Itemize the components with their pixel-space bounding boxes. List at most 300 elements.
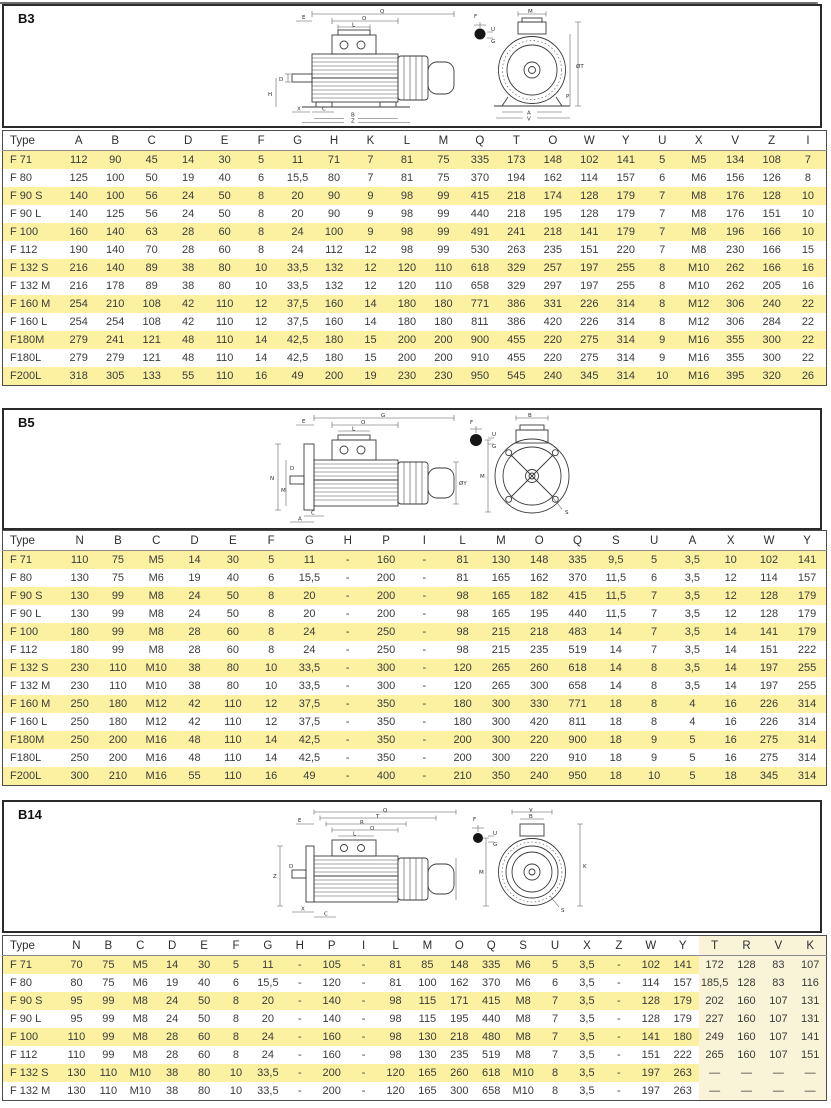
value-cell: 140	[69, 208, 88, 220]
value-cell: -	[297, 1013, 302, 1025]
value-cell: 121	[142, 352, 161, 364]
value-cell: 120	[443, 659, 481, 677]
value-cell: 48	[188, 752, 201, 764]
value-cell: 314	[797, 716, 817, 728]
dimension-letter: M	[479, 870, 484, 876]
value-cell: 130	[67, 1085, 86, 1097]
value-cell: 8	[268, 608, 275, 620]
value-cell: 160	[367, 551, 405, 570]
value-cell: 910	[470, 352, 490, 364]
value-cell: 148	[520, 551, 558, 570]
value-cell: 102	[635, 956, 667, 975]
value-cell: -	[345, 608, 350, 620]
type-cell: F 112	[10, 644, 38, 656]
value-cell: 37,5	[279, 295, 315, 313]
dimension-letter: V	[527, 116, 531, 123]
value-cell: 141	[788, 551, 826, 570]
value-cell: 297	[543, 280, 562, 292]
value-cell: 116	[794, 974, 826, 992]
value-cell: 80	[197, 1085, 211, 1097]
column-header: C	[124, 936, 156, 956]
value-cell: 7	[659, 244, 666, 256]
column-header: U	[644, 131, 680, 151]
value-cell: 115	[418, 1013, 437, 1025]
value-cell: 14	[712, 623, 750, 641]
value-cell: M8	[515, 1049, 531, 1061]
value-cell: 14	[597, 659, 635, 677]
column-header: E	[206, 131, 242, 151]
value-cell: M10	[512, 1085, 534, 1097]
value-cell: -	[297, 977, 302, 989]
value-cell: 200	[322, 1085, 341, 1097]
value-cell: 107	[762, 1010, 794, 1028]
column-header: K	[794, 936, 826, 956]
value-cell: 811	[471, 316, 489, 328]
value-cell: —	[699, 1064, 731, 1082]
value-cell: -	[405, 695, 443, 713]
value-cell: 99	[102, 1013, 115, 1025]
value-cell: 220	[520, 731, 558, 749]
column-header: W	[750, 531, 788, 551]
value-cell: 99	[437, 244, 450, 256]
column-header: N	[61, 531, 99, 551]
value-cell: -	[422, 608, 427, 620]
type-cell: F 100	[3, 1028, 61, 1046]
value-cell: 110	[67, 1049, 86, 1061]
value-cell: 98	[443, 623, 481, 641]
value-cell: 42,5	[298, 752, 321, 764]
value-cell: 240	[520, 767, 558, 786]
column-header: O	[535, 131, 571, 151]
value-cell: 8	[651, 716, 658, 728]
value-cell: 80	[70, 977, 83, 989]
value-cell: 235	[530, 644, 549, 656]
value-cell: -	[617, 1085, 621, 1097]
dimension-letter: Z	[273, 874, 277, 880]
value-cell: 179	[616, 208, 635, 220]
value-cell: 9	[651, 752, 658, 764]
type-cell: F 132 M	[10, 680, 51, 692]
value-cell: 230	[70, 680, 89, 692]
type-cell: F 90 S	[3, 187, 61, 205]
value-cell: 165	[491, 572, 511, 584]
dimension-letter: D	[290, 466, 295, 472]
value-cell: 284	[762, 316, 781, 328]
column-header: M	[425, 131, 461, 151]
value-cell: 314	[797, 752, 817, 764]
value-cell: -	[617, 1013, 621, 1025]
value-cell: 40	[226, 572, 239, 584]
value-cell: 18	[609, 716, 622, 728]
value-cell: 3,5	[684, 608, 701, 620]
value-cell: 9	[352, 187, 388, 205]
value-cell: 120	[389, 259, 425, 277]
type-cell: F 160 L	[10, 716, 48, 728]
value-cell: M16	[688, 352, 710, 364]
value-cell: M8	[507, 1028, 539, 1046]
value-cell: 179	[788, 623, 826, 641]
value-cell: 80	[206, 259, 242, 277]
value-cell: 14	[243, 331, 279, 349]
value-cell: 114	[760, 572, 778, 584]
value-cell: 148	[535, 151, 571, 170]
value-cell: 100	[316, 223, 352, 241]
value-cell: 195	[530, 608, 549, 620]
value-cell: 197	[759, 680, 779, 692]
value-cell: 19	[352, 367, 388, 386]
value-cell: 314	[788, 695, 826, 713]
type-cell: F200L	[3, 767, 61, 786]
dimension-letter: M	[480, 474, 485, 480]
dimension-letter: P	[566, 94, 570, 100]
value-cell: 5	[635, 551, 673, 570]
dimension-letter: C	[322, 106, 326, 113]
dimension-letter: E	[302, 15, 306, 21]
value-cell: 166	[753, 223, 789, 241]
value-cell: 8	[220, 1028, 252, 1046]
value-cell: 230	[725, 244, 745, 256]
value-cell: 300	[367, 659, 405, 677]
value-cell: 329	[507, 280, 526, 292]
value-cell: -	[345, 644, 350, 656]
value-cell: 12	[243, 295, 279, 313]
value-cell: 3,5	[571, 1028, 603, 1046]
value-cell: 8	[268, 644, 275, 656]
value-cell: 210	[443, 767, 481, 786]
value-cell: 185,5	[699, 974, 731, 992]
value-cell: 180	[425, 295, 461, 313]
value-cell: 350	[376, 716, 396, 728]
column-header: G	[279, 131, 315, 151]
value-cell: 314	[608, 331, 644, 349]
value-cell: 9	[367, 208, 374, 220]
value-cell: 20	[261, 1013, 275, 1025]
dimension-letter: M	[281, 488, 286, 494]
value-cell: 140	[61, 187, 97, 205]
value-cell: 110	[99, 659, 137, 677]
value-cell: 14	[597, 623, 635, 641]
dimension-letter: S	[561, 908, 565, 914]
value-cell: -	[345, 716, 350, 728]
value-cell: 265	[482, 659, 520, 677]
value-cell: 6	[232, 977, 240, 989]
value-cell: 200	[376, 572, 396, 584]
column-header: B	[92, 936, 124, 956]
value-cell: 48	[175, 731, 213, 749]
value-cell: 10	[790, 187, 827, 205]
value-cell: 16	[712, 731, 750, 749]
value-cell: M12	[688, 316, 710, 328]
value-cell: 19	[188, 572, 201, 584]
value-cell: 38	[182, 280, 195, 292]
dimension-letter: X	[297, 106, 301, 113]
value-cell: 200	[425, 331, 461, 349]
value-cell: 8	[232, 1049, 240, 1061]
value-cell: 260	[443, 1064, 475, 1082]
value-cell: 50	[188, 992, 220, 1010]
value-cell: 110	[224, 752, 242, 764]
value-cell: -	[297, 1049, 302, 1061]
value-cell: 151	[794, 1046, 826, 1064]
value-cell: -	[361, 1049, 366, 1061]
value-cell: 10	[243, 259, 279, 277]
value-cell: 50	[145, 172, 158, 184]
value-cell: 33,5	[252, 1064, 284, 1082]
column-header: W	[571, 131, 607, 151]
value-cell: 174	[535, 187, 571, 205]
value-cell: 3,5	[571, 956, 603, 975]
value-cell: 56	[133, 187, 169, 205]
table-row	[3, 349, 827, 367]
value-cell: 130	[482, 551, 520, 570]
value-cell: 226	[571, 295, 607, 313]
type-cell: F 80	[10, 572, 33, 584]
column-header: Y	[608, 131, 644, 151]
value-cell: 12	[364, 244, 377, 256]
value-cell: 254	[69, 316, 88, 328]
table-row	[3, 974, 827, 992]
dimension-letter: B	[528, 413, 532, 419]
value-cell: 60	[188, 1028, 220, 1046]
value-cell: 110	[61, 551, 99, 570]
column-header: B	[97, 131, 133, 151]
dimension-letter: U	[492, 432, 497, 438]
value-cell: -	[422, 680, 427, 692]
value-cell: 226	[750, 695, 788, 713]
column-header: O	[520, 531, 558, 551]
value-cell: 98	[389, 187, 425, 205]
value-cell: 218	[520, 623, 558, 641]
value-cell: 12	[252, 695, 290, 713]
value-cell: 5	[644, 151, 680, 170]
value-cell: 7	[644, 223, 680, 241]
value-cell: 491	[462, 223, 498, 241]
value-cell: 110	[224, 716, 242, 728]
value-cell: 218	[507, 208, 526, 220]
table-row	[3, 677, 827, 695]
value-cell: 195	[450, 1013, 469, 1025]
value-cell: 89	[133, 259, 169, 277]
dimension-letter: ØY	[459, 481, 467, 487]
value-cell: 370	[470, 172, 490, 184]
column-header: D	[170, 131, 206, 151]
table-row	[3, 277, 827, 295]
value-cell: 300	[491, 752, 511, 764]
dimension-letter: N	[270, 476, 275, 482]
type-cell: F180M	[3, 331, 61, 349]
table-row	[3, 187, 827, 205]
value-cell: 160	[731, 1028, 763, 1046]
dimension-letter: Q	[383, 808, 388, 814]
column-header: W	[635, 936, 667, 956]
value-cell: 4	[673, 695, 711, 713]
value-cell: 55	[175, 767, 213, 786]
value-cell: 166	[762, 244, 781, 256]
value-cell: 197	[641, 1085, 660, 1097]
value-cell: 180	[316, 331, 352, 349]
value-cell: 10	[635, 767, 673, 786]
value-cell: M8	[132, 1049, 148, 1061]
value-cell: -	[405, 587, 443, 605]
value-cell: 12	[364, 280, 377, 292]
type-cell: F 132 S	[3, 1064, 61, 1082]
value-cell: -	[617, 977, 621, 989]
value-cell: —	[794, 1064, 826, 1082]
value-cell: 160	[322, 1049, 341, 1061]
value-cell: 162	[530, 572, 549, 584]
value-cell: 335	[462, 151, 498, 170]
column-header: K	[352, 131, 388, 151]
value-cell: M16	[680, 367, 716, 386]
value-cell: 131	[794, 1010, 826, 1028]
table-row	[3, 956, 827, 975]
value-cell: 11	[279, 151, 315, 170]
value-cell: 7	[539, 1028, 571, 1046]
value-cell: —	[731, 1082, 763, 1101]
value-cell: 95	[70, 1013, 83, 1025]
value-cell: 110	[99, 1085, 118, 1097]
value-cell: 33,5	[279, 259, 315, 277]
value-cell: 114	[580, 172, 599, 184]
value-cell: 157	[797, 572, 817, 584]
value-cell: 10	[801, 208, 815, 220]
value-cell: 83	[762, 956, 794, 975]
value-cell: -	[329, 551, 367, 570]
value-cell: M12	[680, 295, 716, 313]
value-cell: 30	[214, 551, 252, 570]
value-cell: 10	[252, 659, 290, 677]
value-cell: 279	[106, 352, 125, 364]
value-cell: 7	[635, 587, 673, 605]
table-row	[3, 695, 827, 713]
value-cell: 250	[70, 752, 89, 764]
value-cell: 235	[543, 244, 562, 256]
value-cell: 60	[226, 644, 239, 656]
value-cell: 18	[597, 767, 635, 786]
value-cell: 37,5	[290, 695, 328, 713]
dimension-letter: X	[301, 906, 305, 913]
type-cell: F200L	[3, 367, 61, 386]
column-header: T	[699, 936, 731, 956]
dimension-letter: R	[360, 819, 364, 826]
value-cell: 162	[543, 172, 562, 184]
value-cell: -	[329, 767, 367, 786]
table-row	[3, 169, 827, 187]
table-row	[3, 1028, 827, 1046]
value-cell: 22	[801, 352, 815, 364]
column-header: Q	[475, 936, 507, 956]
value-cell: M6	[132, 977, 148, 989]
table-row	[3, 551, 827, 570]
value-cell: 180	[397, 316, 417, 328]
value-cell: 33,5	[257, 1085, 279, 1097]
value-cell: 200	[389, 331, 425, 349]
value-cell: 8	[243, 187, 279, 205]
value-cell: 50	[226, 608, 239, 620]
value-cell: 114	[641, 977, 660, 989]
value-cell: 255	[608, 259, 644, 277]
value-cell: 141	[635, 1028, 667, 1046]
value-cell: 110	[214, 767, 252, 786]
value-cell: M8	[691, 208, 707, 220]
dimension-letter: L	[352, 22, 356, 29]
value-cell: 14	[609, 680, 622, 692]
value-cell: M10	[507, 1064, 539, 1082]
value-cell: -	[329, 695, 367, 713]
value-cell: 112	[325, 244, 343, 256]
column-header: P	[367, 531, 405, 551]
value-cell: -	[361, 1085, 366, 1097]
value-cell: 218	[498, 187, 534, 205]
value-cell: 386	[498, 295, 534, 313]
value-cell: 265	[699, 1046, 731, 1064]
value-cell: 180	[99, 695, 137, 713]
value-cell: 50	[214, 587, 252, 605]
value-cell: 215	[491, 644, 511, 656]
value-cell: 7	[352, 151, 388, 170]
value-cell: 250	[61, 695, 99, 713]
value-cell: 275	[571, 331, 607, 349]
value-cell: 220	[543, 352, 562, 364]
value-cell: 125	[69, 172, 88, 184]
column-header: A	[61, 131, 97, 151]
value-cell: 165	[491, 608, 511, 620]
value-cell: 133	[133, 367, 169, 386]
dimension-letter: D	[289, 864, 294, 870]
value-cell: 330	[520, 695, 558, 713]
value-cell: 8	[804, 172, 811, 184]
table-row	[3, 367, 827, 386]
value-cell: 216	[61, 259, 97, 277]
column-header: E	[188, 936, 220, 956]
value-cell: 140	[97, 223, 133, 241]
b5-technical-drawing	[240, 412, 600, 526]
value-cell: 195	[543, 208, 562, 220]
value-cell: 190	[69, 244, 88, 256]
dimension-letter: A	[298, 516, 302, 523]
column-header: V	[717, 131, 753, 151]
value-cell: 255	[616, 280, 635, 292]
value-cell: 3,5	[673, 551, 711, 570]
value-cell: 16	[801, 280, 815, 292]
value-cell: 130	[70, 608, 89, 620]
value-cell: 7	[651, 608, 658, 620]
value-cell: M8	[680, 187, 716, 205]
column-header: H	[284, 936, 316, 956]
value-cell: 275	[750, 731, 788, 749]
value-cell: 300	[482, 695, 520, 713]
column-header: L	[380, 936, 412, 956]
value-cell: 350	[367, 731, 405, 749]
value-cell: 24	[166, 1013, 179, 1025]
value-cell: M16	[137, 731, 175, 749]
b14-technical-drawing	[240, 808, 600, 924]
value-cell: 107	[762, 1028, 794, 1046]
value-cell: 950	[462, 367, 498, 386]
value-cell: 98	[456, 644, 469, 656]
value-cell: -	[329, 587, 367, 605]
value-cell: 90	[316, 187, 352, 205]
value-cell: 415	[558, 587, 596, 605]
value-cell: 200	[316, 1064, 348, 1082]
value-cell: 7	[539, 992, 571, 1010]
column-header: C	[137, 531, 175, 551]
value-cell: 71	[316, 151, 352, 170]
value-cell: 131	[794, 992, 826, 1010]
value-cell: 14	[170, 151, 206, 170]
value-cell: 8	[651, 680, 658, 692]
value-cell: 70	[61, 956, 93, 975]
